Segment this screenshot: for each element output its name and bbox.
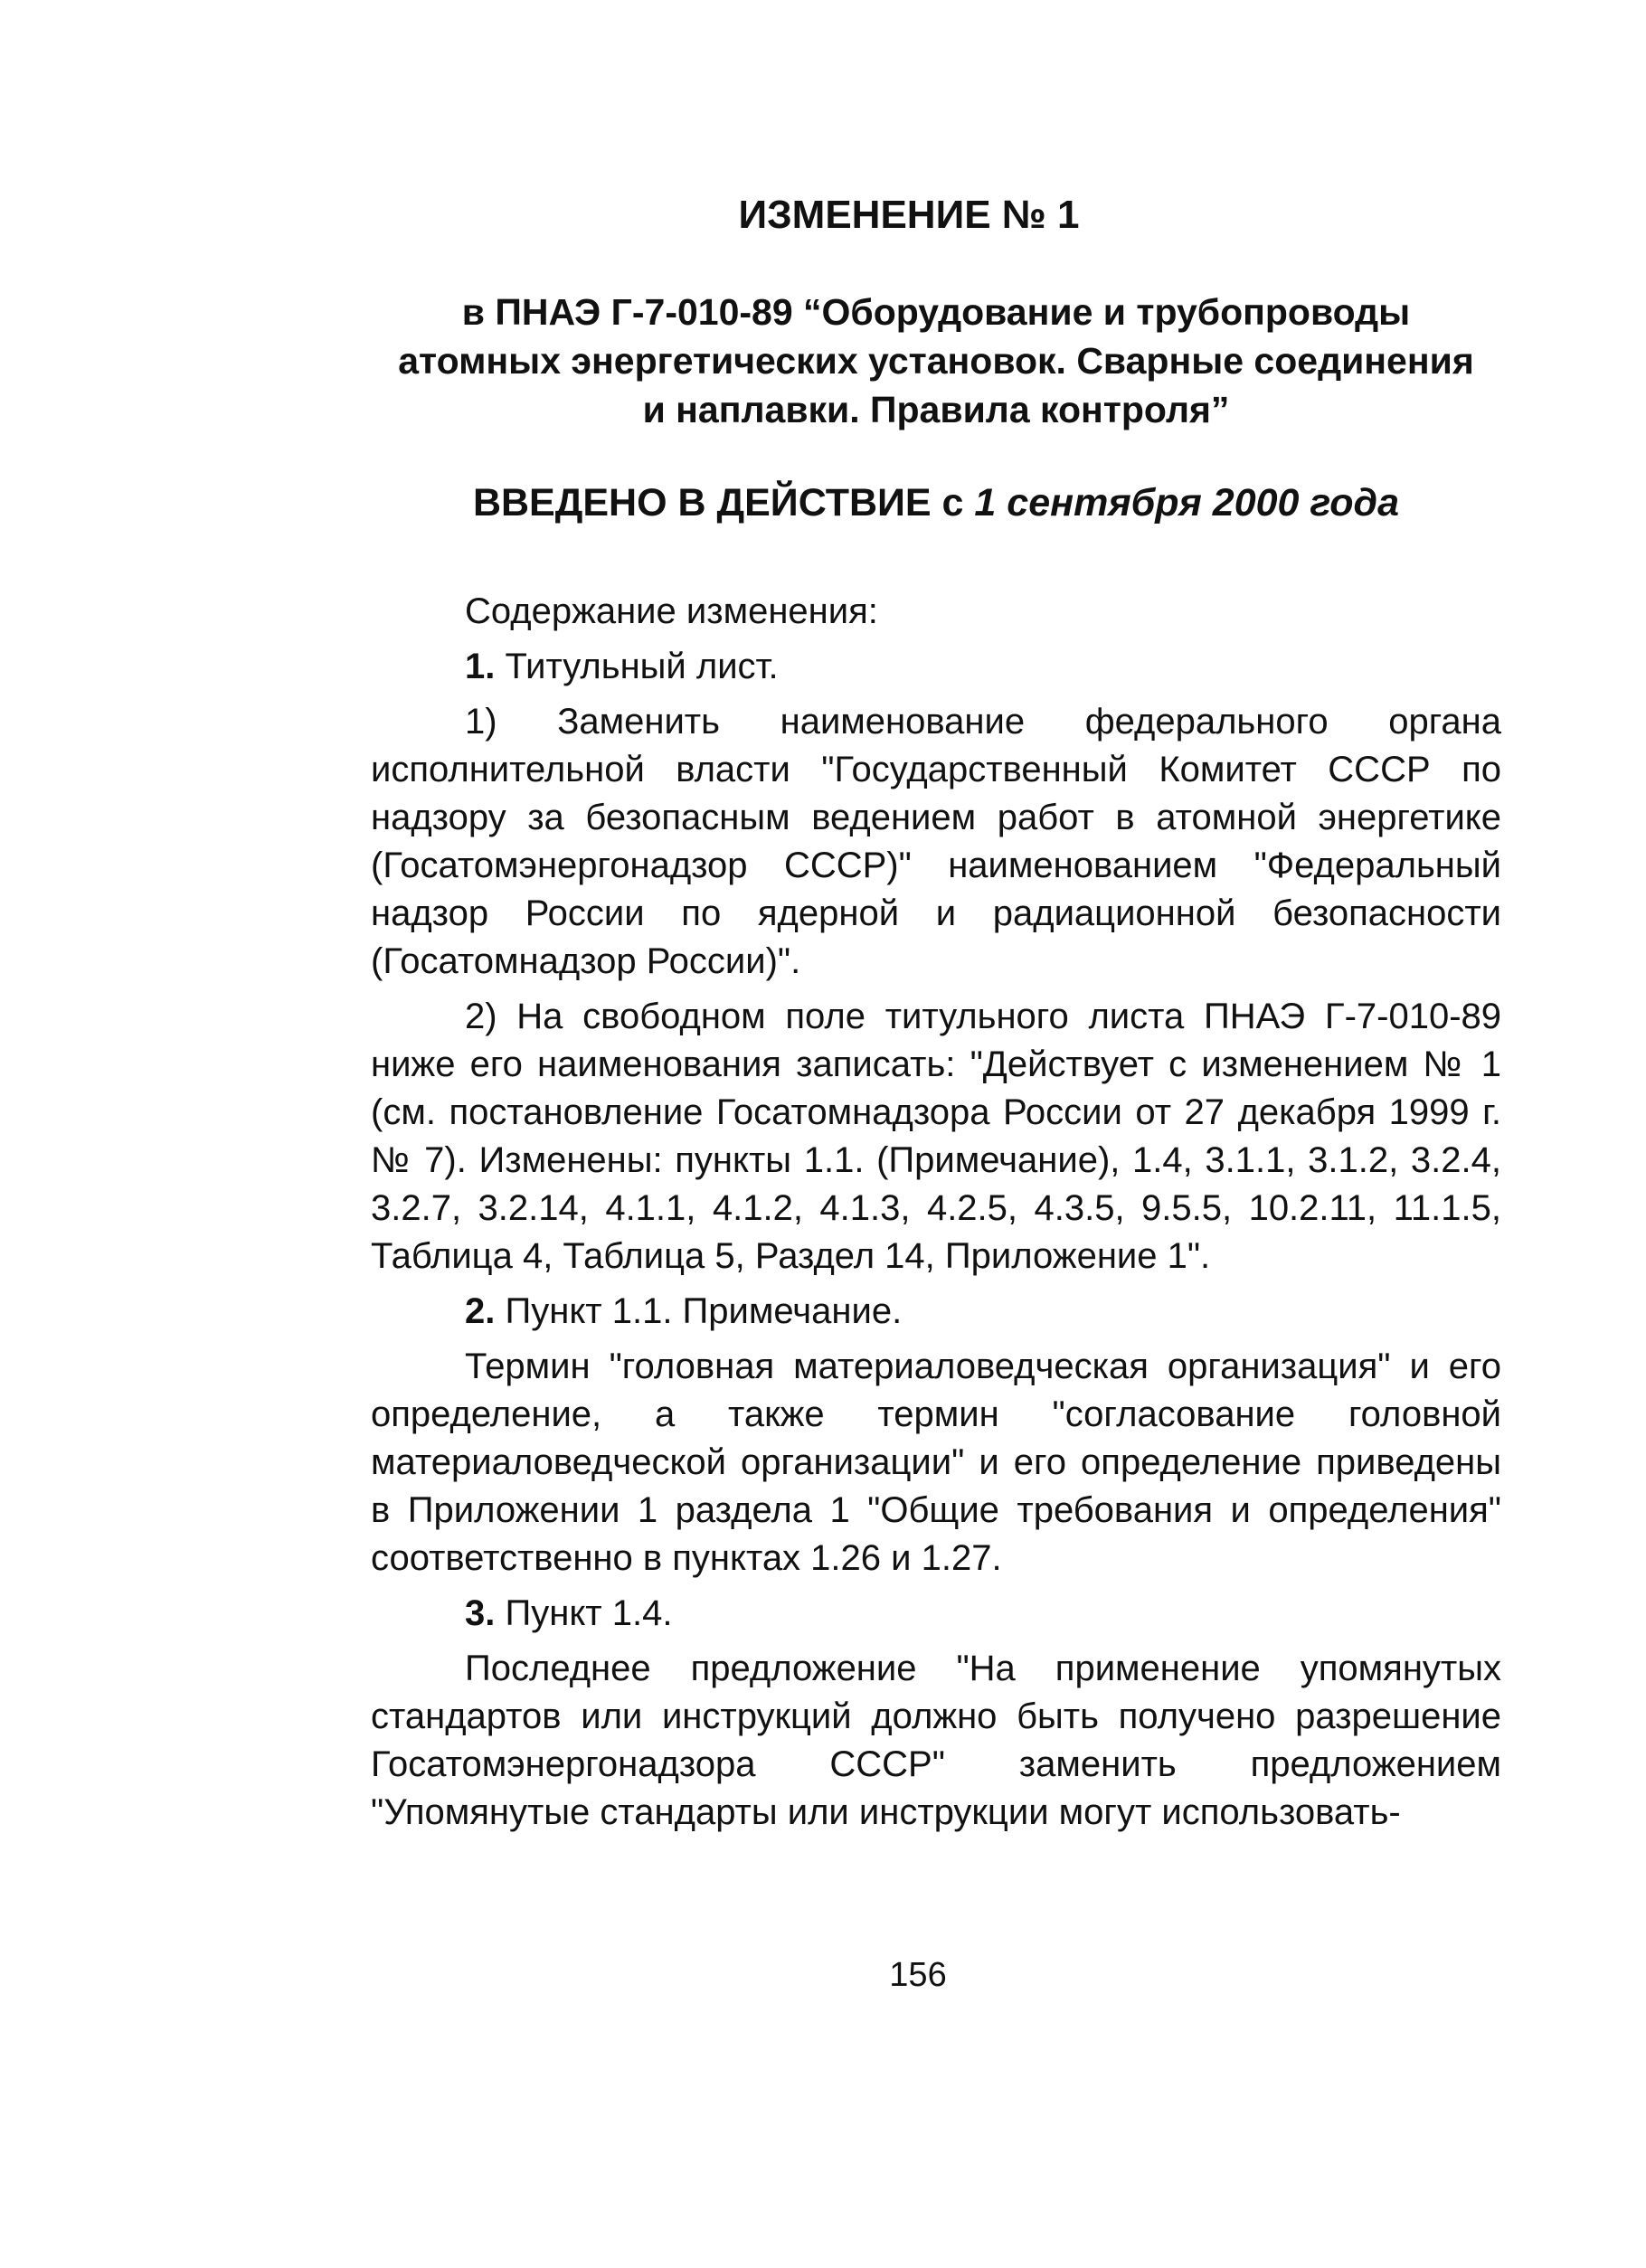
item-paragraph: 2) На свободном поле титульного листа ПНАЭ Г-7-010-89 ниже его наименования записать: "Действует с изменением № 1 (см. постановление Госатомнадзора России от 27 декабря 1999 г. № 7). Изменены: пункты 1.1. (Примечание), 1.4, 3.1.1, 3.1.2, 3.2.4, 3.2.7, 3.2.14, 4.1.1, 4.1.2, 4.1.3, 4.2.5, 4.3.5, 9.5.5, 10.2.11, 11.1.5, Таблица 4, Таблица 5, Раздел 14, Приложение 1". [371,997,1501,1276]
effective-date-line [371,477,1501,528]
document-reference [371,288,1501,434]
reference-line: и наплавки. Правила контроля” [642,389,1230,430]
item-paragraph: 1) Заменить наименование федерального органа исполнительной власти "Государственный Комитет СССР по надзору за безопасным ведением работ в атомной энергетике (Госатомэнергонадзор СССР)" наименованием "Федеральный надзор России по ядерной и радиационной безопасности (Госатомнадзор России)". [371,702,1501,981]
item-number: 2. [465,1291,496,1331]
item-title: Титульный лист. [505,647,779,686]
content-heading: Содержание изменения: [465,591,878,631]
effective-prefix: ВВЕДЕНО В ДЕЙСТВИЕ с [472,481,964,524]
reference-line: в ПНАЭ Г-7-010-89 “Оборудование и трубопроводы [461,291,1411,333]
item-heading [371,1590,1501,1638]
item-title: Пункт 1.1. Примечание. [505,1291,903,1331]
item-heading [371,1288,1501,1336]
item-number: 3. [465,1593,496,1633]
item-title: Пункт 1.4. [505,1593,673,1633]
page-number: 156 [889,1956,947,1994]
item-number: 1. [465,647,496,686]
amendment-title: ИЗМЕНЕНИЕ № 1 [738,193,1080,237]
document-body [371,588,1501,1844]
effective-date: 1 сентября 2000 года [974,481,1400,524]
item-heading [371,643,1501,691]
reference-line: атомных энергетических установок. Сварные соединения [398,340,1474,382]
item-paragraph: Термин "головная материаловедческая организация" и его определение, а также термин "согласование головной материаловедческой организации" и его определение приведены в Приложении 1 раздела 1 "Общие требования и определения" соответственно в пунктах 1.26 и 1.27. [371,1347,1501,1578]
item-paragraph: Последнее предложение "На применение упомянутых стандартов или инструкций должно быть получено разрешение Госатомэнергонадзора СССР" заменить предложением "Упомянутые стандарты или инструкции могут использовать- [371,1649,1501,1832]
